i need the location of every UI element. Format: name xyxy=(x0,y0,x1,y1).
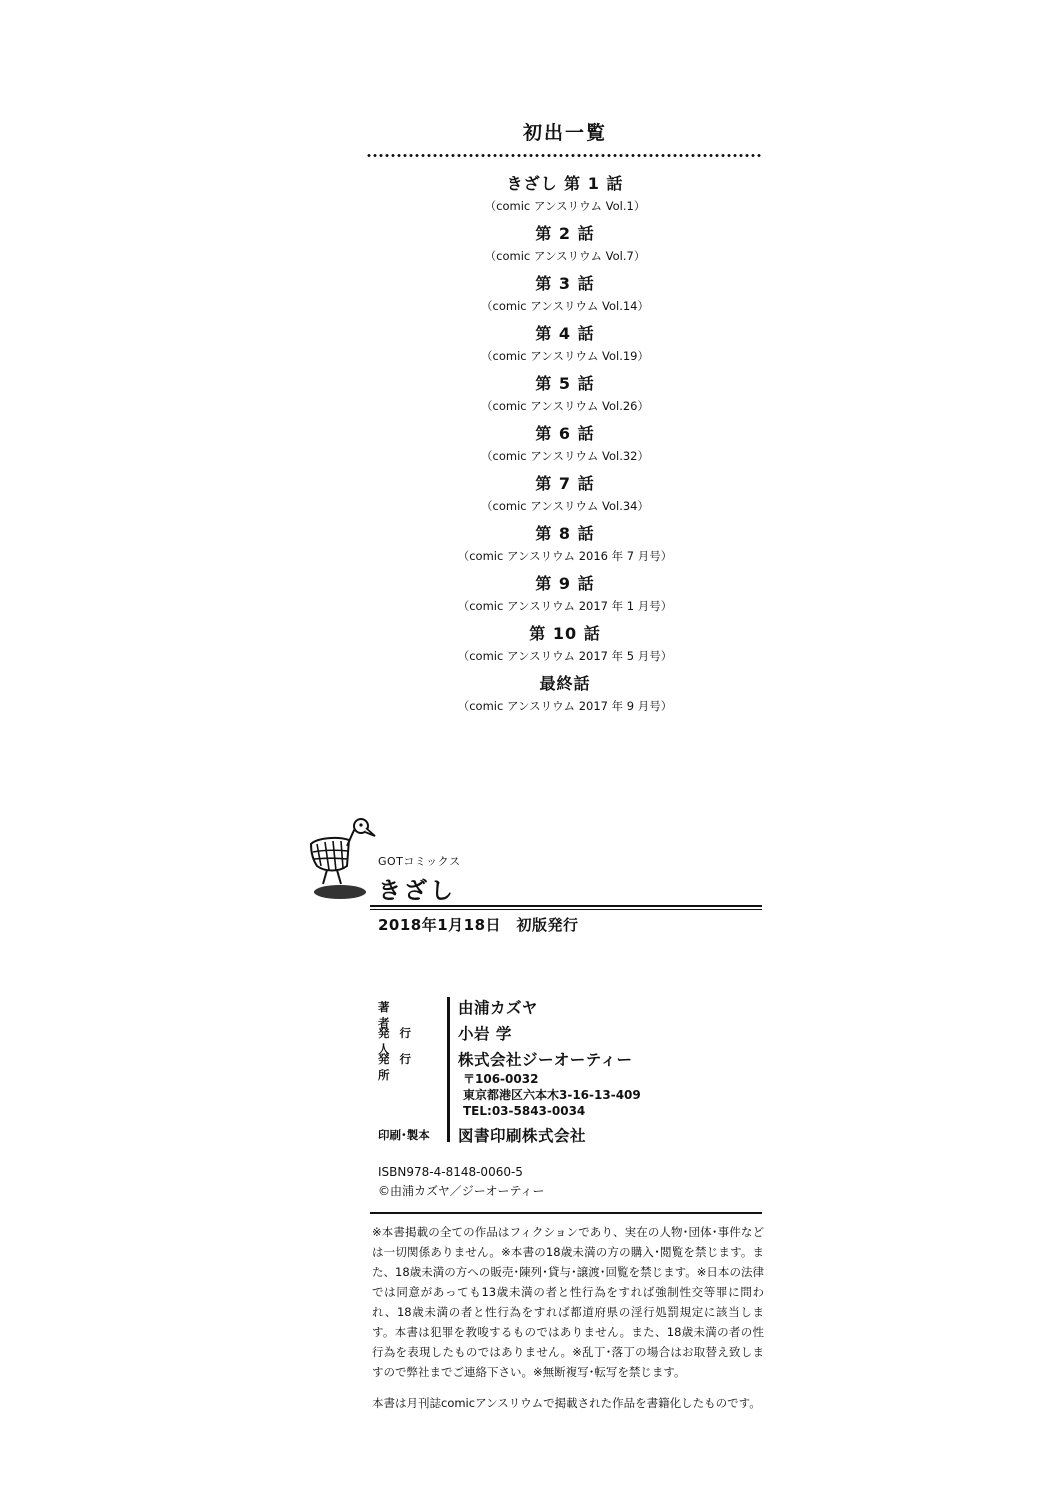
toc-entry xyxy=(365,624,765,674)
toc-entry xyxy=(365,424,765,474)
episode-title: 第 2 話 xyxy=(535,224,595,243)
author-name: 由浦カズヤ xyxy=(458,999,538,1017)
isbn: ISBN978-4-8148-0060-5 xyxy=(378,1165,523,1179)
toc-entry xyxy=(365,224,765,274)
publisher-label xyxy=(378,1051,436,1083)
episode-title: 最終話 xyxy=(539,674,591,693)
legal-notice: ※本書掲載の全ての作品はフィクションであり、実在の人物･団体･事件などは一切関係ありません。※本書の18歳未満の方の購入･閲覧を禁じます。また、18歳未満の方への販売･陳列･貸与･譲渡･回覧を禁じます。※日本の法律では同意があっても13歳未満の者と性行為をすれば強制性交等罪に問われ、18歳未満の者と性行為をすれば都道府県の淫行処罰規定に該当します。本書は犯罪を教唆するものではありません。また、18歳未満の者の性行為を表現したものではありません。※乱丁･落丁の場合はお取替え致しますので弊社までご連絡下さい。※無断複写･転写を禁じます。 xyxy=(372,1225,764,1379)
episode-source: （comic アンスリウム Vol.26） xyxy=(481,399,649,413)
episode-title: 第 4 話 xyxy=(535,324,595,343)
dotted-divider xyxy=(366,153,762,158)
episode-source: （comic アンスリウム 2016 年 7 月号） xyxy=(457,549,673,563)
episode-source: （comic アンスリウム 2017 年 5 月号） xyxy=(457,649,673,663)
toc-list xyxy=(365,174,765,724)
toc-title: 初出一覧 xyxy=(522,122,607,144)
toc-entry xyxy=(365,174,765,224)
episode-source: （comic アンスリウム Vol.34） xyxy=(481,499,649,513)
credits-divider xyxy=(447,997,450,1142)
episode-title: 第 5 話 xyxy=(535,374,595,393)
bird-logo-icon xyxy=(303,816,381,904)
publication-date: 2018年1月18日 初版発行 xyxy=(378,916,579,934)
episode-source: （comic アンスリウム 2017 年 9 月号） xyxy=(457,699,673,713)
publisher-name: 株式会社ジーオーティー xyxy=(458,1051,633,1069)
toc-entry xyxy=(365,674,765,724)
episode-source: （comic アンスリウム Vol.32） xyxy=(481,449,649,463)
episode-title: 第 7 話 xyxy=(535,474,595,493)
episode-source: （comic アンスリウム Vol.14） xyxy=(481,299,649,313)
author-label-text: 著者 xyxy=(378,1000,416,1030)
toc-entry xyxy=(365,274,765,324)
toc-entry xyxy=(365,374,765,424)
publisher-label-text: 発行所 xyxy=(378,1052,421,1082)
book-title: きざし xyxy=(378,878,456,904)
toc-entry xyxy=(365,474,765,524)
episode-title: 第 3 話 xyxy=(535,274,595,293)
series-label: GOTコミックス xyxy=(378,855,461,868)
copyright: ©由浦カズヤ／ジーオーティー xyxy=(378,1184,545,1198)
publisher-person: 小岩 学 xyxy=(458,1025,512,1043)
episode-title: 第 8 話 xyxy=(535,524,595,543)
address: 東京都港区六本木3-16-13-409 xyxy=(463,1088,641,1102)
toc-entry xyxy=(365,324,765,374)
printer-name: 図書印刷株式会社 xyxy=(458,1127,587,1145)
episode-source: （comic アンスリウム 2017 年 1 月号） xyxy=(457,599,673,613)
episode-source: （comic アンスリウム Vol.1） xyxy=(484,199,646,213)
episode-source: （comic アンスリウム Vol.19） xyxy=(481,349,649,363)
title-rule-thin xyxy=(370,909,762,910)
episode-title: 第 10 話 xyxy=(529,624,601,643)
publisher-person-label-text: 発行人 xyxy=(378,1026,421,1056)
episode-title: 第 6 話 xyxy=(535,424,595,443)
phone-number: TEL:03-5843-0034 xyxy=(463,1104,586,1118)
title-rule xyxy=(370,905,762,907)
toc-entry xyxy=(365,574,765,624)
postal-code: 〒106-0032 xyxy=(463,1072,539,1086)
episode-title: 第 9 話 xyxy=(535,574,595,593)
notice-rule xyxy=(370,1212,762,1214)
printer-label: 印刷･製本 xyxy=(378,1128,430,1142)
footnote: 本書は月刊誌comicアンスリウムで掲載された作品を書籍化したものです。 xyxy=(372,1396,761,1410)
toc-entry xyxy=(365,524,765,574)
episode-source: （comic アンスリウム Vol.7） xyxy=(484,249,646,263)
episode-title: きざし 第 1 話 xyxy=(506,174,624,193)
